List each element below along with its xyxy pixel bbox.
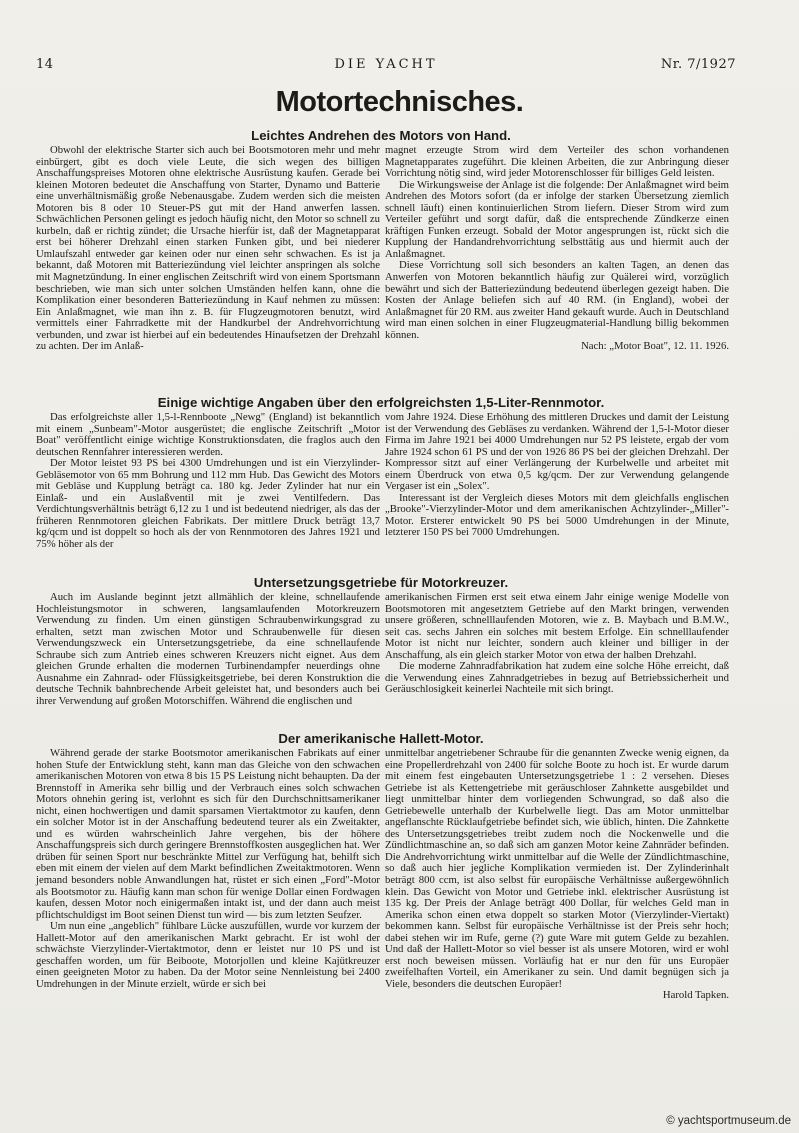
magazine-name: DIE YACHT xyxy=(334,57,438,72)
section-heading-andrehen: Leichtes Andrehen des Motors von Hand. xyxy=(251,128,511,143)
page-title: Motortechnisches. xyxy=(275,86,524,118)
article-rennmotor-left-column xyxy=(36,412,380,551)
article-rennmotor-right-column xyxy=(385,412,729,539)
article-untersetzung-left-column xyxy=(36,592,380,707)
paragraph: unmittelbar angetriebener Schraube für die genannten Zwecke wenig eignen, da eine Propellerdrehzahl von 2400 für solche Boote zu hoch ist. Er wurde darum mit einem fest eingebauten Untersetzungsgetriebe 1 : 2 versehen. Dieses Getriebe ist als Kettengetriebe mit geräuschloser Zahnkette ausgebildet und liegt unmittelbar hinter dem vorliegenden Schwungrad, so daß also die Getriebewelle unterhalb der Kurbelwelle liegt. Das am Motor unmittelbar angeflanschte Rücklaufgetriebe befindet sich, wie üblich, hinten. Die Zahnkette des Untersetzungsgetriebes treibt zudem noch die Nockenwelle und die Zündlichtmaschine an, so daß sich am ganzen Motor keine Zahnräder befinden. Die Andrehvorrichtung wirkt unmittelbar auf die Welle der Zündlichtmaschine, so daß auch hier jegliche Komplikation vermieden ist. Der Zylinderinhalt beträgt 800 ccm, ist also selbst für europäische Verhältnisse außergewöhnlich klein. Das Gewicht von Motor und Getriebe inkl. elektrischer Ausrüstung ist 135 kg. Der Preis der Anlage beträgt 400 Dollar, für welches Geld man in Amerika schon einen etwa doppelt so starken Motor (Vierzylinder-Viertakt) bekommen kann. Selbst für europäische Verhältnisse ist der Preis sehr hoch; dabei stehen wir im Rufe, gerne (?) gute Ware mit gutem Gelde zu bezahlen. Und daß der Hallett-Motor so viel besser ist als unsere Motoren, wird er wohl erst noch beweisen müssen. Vorläufig hat er nur den für uns Europäer zweifelhaften Vorteil, ein Amerikaner zu sein. Und damit begnügen sich ja Viele, besonders die deutschen Europäer! xyxy=(385,747,729,990)
article-untersetzung-right-column xyxy=(385,592,729,696)
author-signature: Harold Tapken. xyxy=(662,989,729,1002)
paragraph: vom Jahre 1924. Diese Erhöhung des mittleren Druckes und damit der Leistung ist der Verwendung des Gebläses zu verdanken. Während der 1,5-l-Motor dieser Firma im Jahre 1921 bei 4000 Umdrehungen nur 52 PS leistete, ergab der vom Jahre 1924 schon 61 PS und der von 1926 86 PS bei der gleichen Drehzahl. Der Kompressor sitzt auf einer Verlängerung der Kurbelwelle und arbeitet mit einem Überdruck von etwa 0,5 kg/qcm. Der zur Verwendung gelangende Vergaser ist ein „Solex". xyxy=(385,411,729,493)
paragraph: magnet erzeugte Strom wird dem Verteiler des schon vorhandenen Magnetapparates zugeführt. Die kleinen Arbeiten, die zur Anbringung dieser Vorrichtung nötig sind, wird jeder Motorenschlosser für billiges Geld leisten. xyxy=(385,144,729,180)
article-hallett-right-column xyxy=(385,748,729,1002)
source-citation: Nach: „Motor Boat", 12. 11. 1926. xyxy=(581,340,729,353)
section-heading-rennmotor: Einige wichtige Angaben über den erfolgreichsten 1,5-Liter-Rennmotor. xyxy=(157,395,605,410)
paragraph: Der Motor leistet 93 PS bei 4300 Umdrehungen und ist ein Vierzylinder-Gebläsemotor von 65 mm Bohrung und 112 mm Hub. Das Gewicht des Motors mit Gebläse und Kupplung beträgt ca. 180 kg. Jeder Zylinder hat nur ein Einlaß- und ein Auslaßventil mit je zwei Ventilfedern. Das Verdichtungsverhältnis beträgt 6,12 zu 1 und ist bedeutend niedriger, als das der früheren Rennmotoren gleichen Fabrikats. Der mittlere Druck beträgt 13,7 kg/qcm und ist doppelt so hoch als der von Rennmotoren des Jahres 1921 und 75% höher als der xyxy=(36,457,380,551)
running-header xyxy=(36,57,736,75)
paragraph: Das erfolgreichste aller 1,5-l-Rennboote „Newg" (England) ist bekanntlich mit einem „Sunbeam"-Motor ausgerüstet; die englische Zeitschrift „Motor Boat" veröffentlicht einige wichtige Konstruktionsdaten, die fraglos auch den deutschen Rennfahrer interessieren werden. xyxy=(36,411,380,458)
paragraph: Die Wirkungsweise der Anlage ist die folgende: Der Anlaßmagnet wird beim Andrehen des Motors sofort (da er infolge der starken Übersetzung ziemlich schnell läuft) einen kontinuierlichen Strom liefern. Dieser Strom wird zum Verteiler geführt und sorgt dafür, daß die entsprechende Zündkerze einen kräftigen Funken erzeugt. Sobald der Motor angesprungen ist, rückt sich die Kupplung der Handandrehvorrichtung selbsttätig aus und hiermit auch der Anlaßmagnet. xyxy=(385,178,729,260)
article-andrehen-left-column xyxy=(36,145,380,353)
article-andrehen-right-column xyxy=(385,145,729,353)
paragraph: Während gerade der starke Bootsmotor amerikanischen Fabrikats auf einer hohen Stufe der Entwicklung steht, kann man das Gleiche von den schwachen amerikanischen Motoren von etwa 8 bis 15 PS Leistung nicht behaupten. Da der Brennstoff in Amerika sehr billig und der Verbrauch eines solch schwachen Motors ohnehin gering ist, verlohnt es sich für den Durchschnittsamerikaner nicht, einen hochwertigen und damit sparsamen Viertaktmotor zu kaufen, denn ein solcher Motor ist in der Anschaffung bedeutend teurer als ein Zweitakter, und es würden wahrscheinlich Jahre vergehen, bis der höhere Anschaffungspreis sich durch geringere Brennstoffkosten ausgeglichen hat. Wer drüben für seinen Sport nur beschränkte Mittel zur Verfügung hat, behilft sich eben mit einem der vielen auf dem Markt befindlichen Zweitaktmotoren. Wenn jemand besonders noble Anwandlungen hat, rüstet er sich einen „Ford"-Motor als Bootsmotor zu. Häufig kann man schon für wenige Dollar einen Fordwagen kaufen, dessen Motor noch einigermaßen intakt ist, und der dann auch meist pflichtschuldigst im Boot seinen Dienst tun wird — bis zum letzten Seufzer. xyxy=(36,747,380,921)
paragraph: Obwohl der elektrische Starter sich auch bei Bootsmotoren mehr und mehr einbürgert, gibt es doch viele Leute, die sich wegen des billigen Anschaffungspreises Motoren ohne elektrische Ausrüstung kaufen. Gerade bei kleinen Motoren bedeutet die Anschaffung von Starter, Dynamo und Batterie eine unverhältnismäßig große Nebenausgabe. Zudem werden sich die meisten Motoren bis 8 oder 10 Steuer-PS gut mit der Hand anwerfen lassen. Schwächlichen Personen gelingt es jedoch häufig nicht, den Motor so schnell zu kurbeln, daß er richtig zündet; die Ursache hierfür ist, daß der Magnetapparat erst bei höherer Drehzahl einen starken Funken gibt, und bei niederer Umlaufszahl entweder gar keinen oder nur einen sehr schwachen. Es ist ja bekannt, daß Motoren mit Batteriezündung viel leichter anspringen als solche mit Magnetzündung. In einer englischen Zeitschrift wird von einem Sportsmann beschrieben, wie man sich unter solchen Umständen helfen kann, ohne die Komplikation einer besonderen Batteriezündung in Kauf nehmen zu müssen: Ein Anlaßmagnet, wie man ihn z. B. für Flugzeugmotoren benutzt, wird vermittels einer Fahrradkette mit der Handkurbel der Andrehvorrichtung verbunden, und zwar ist hierbei auf ein bedeutendes Hinaufsetzen der Drehzahl zu achten. Der im Anlaß- xyxy=(36,144,380,353)
section-heading-untersetzung: Untersetzungsgetriebe für Motorkreuzer. xyxy=(253,575,509,590)
paragraph: Interessant ist der Vergleich dieses Motors mit dem gleichfalls englischen „Brooke"-Vierzylinder-Motor und dem amerikanischen Achtzylinder-„Miller"-Motor. Ersterer entwickelt 90 PS bei 5000 Umdrehungen in der Minute, letzterer 150 PS bei 7000 Umdrehungen. xyxy=(385,491,729,539)
page-number: 14 xyxy=(36,57,54,72)
paragraph: Die moderne Zahnradfabrikation hat zudem eine solche Höhe erreicht, daß die Verwendung eines Zahnradgetriebes in bezug auf Betriebssicherheit und Geräuschlosigkeit keinerlei Nachteile mit sich bringt. xyxy=(385,660,729,696)
museum-watermark: © yachtsportmuseum.de xyxy=(666,1115,791,1127)
section-heading-hallett: Der amerikanische Hallett-Motor. xyxy=(278,731,484,746)
issue-number: Nr. 7/1927 xyxy=(660,57,736,72)
paragraph: Diese Vorrichtung soll sich besonders an kalten Tagen, an denen das Anwerfen von Motoren bekanntlich häufig zur Quälerei wird, vorzüglich bewährt und sich der Batteriezündung bedeutend überlegen gezeigt haben. Die Kosten der Anlage beliefen sich auf 40 RM. (in England), wobei der Anlaßmagnet für 20 RM. aus zweiter Hand gekauft wurde. Auch in Deutschland wird man einen solchen in einer Flugzeugmaterial-Handlung billig bekommen können. xyxy=(385,259,729,341)
paragraph: Um nun eine „angeblich" fühlbare Lücke auszufüllen, wurde vor kurzem der Hallett-Motor auf den amerikanischen Markt gebracht. Er ist wohl der schwächste Vierzylinder-Viertaktmotor, denn er leistet nur 10 PS und ist geschaffen worden, um für Beiboote, Motorjollen und kleine Kajütkreuzer einen geeigneten Motor zu haben. Da der Motor seine Nennleistung bei 2400 Umdrehungen in der Minute erzielt, würde er sich bei xyxy=(36,920,380,990)
article-hallett-left-column xyxy=(36,748,380,990)
paragraph: Auch im Auslande beginnt jetzt allmählich der kleine, schnellaufende Hochleistungsmotor in schweren, langsamlaufenden Motorkreuzern Verwendung zu finden. Um einen günstigen Schraubenwirkungsgrad zu erhalten, setzt man zwischen Motor und Schraubenwelle für diesen Verwendungszweck ein Untersetzungsgetriebe, da eine schnellaufende Schraube sich zum Antrieb eines schweren Kreuzers nicht eignet. Aus dem gleichen Grunde erhalten die modernen Turbinendampfer neuerdings ohne Ausnahme ein Zahnrad- oder Flüssigkeitsgetriebe, bei deren Konstruktion die deutsche Technik bahnbrechende Arbeit geleistet hat, und besonders auch bei ihrer Verwendung auf großen Motorschiffen. Während die englischen und xyxy=(36,591,380,707)
paragraph: amerikanischen Firmen erst seit etwa einem Jahr einige wenige Modelle von Bootsmotoren mit angesetztem Getriebe auf den Markt bringen, verwenden unsere größeren, schnelllaufenden Motoren, wie z. B. Maybach und B.M.W., seit cas. sechs Jahren ein solches mit bestem Erfolge. Ein schnelllaufender Motor ist nicht nur leichter, sondern auch kleiner und billiger in der Anschaffung, als ein gleich starker Motor von etwa der halben Drehzahl. xyxy=(385,591,729,661)
